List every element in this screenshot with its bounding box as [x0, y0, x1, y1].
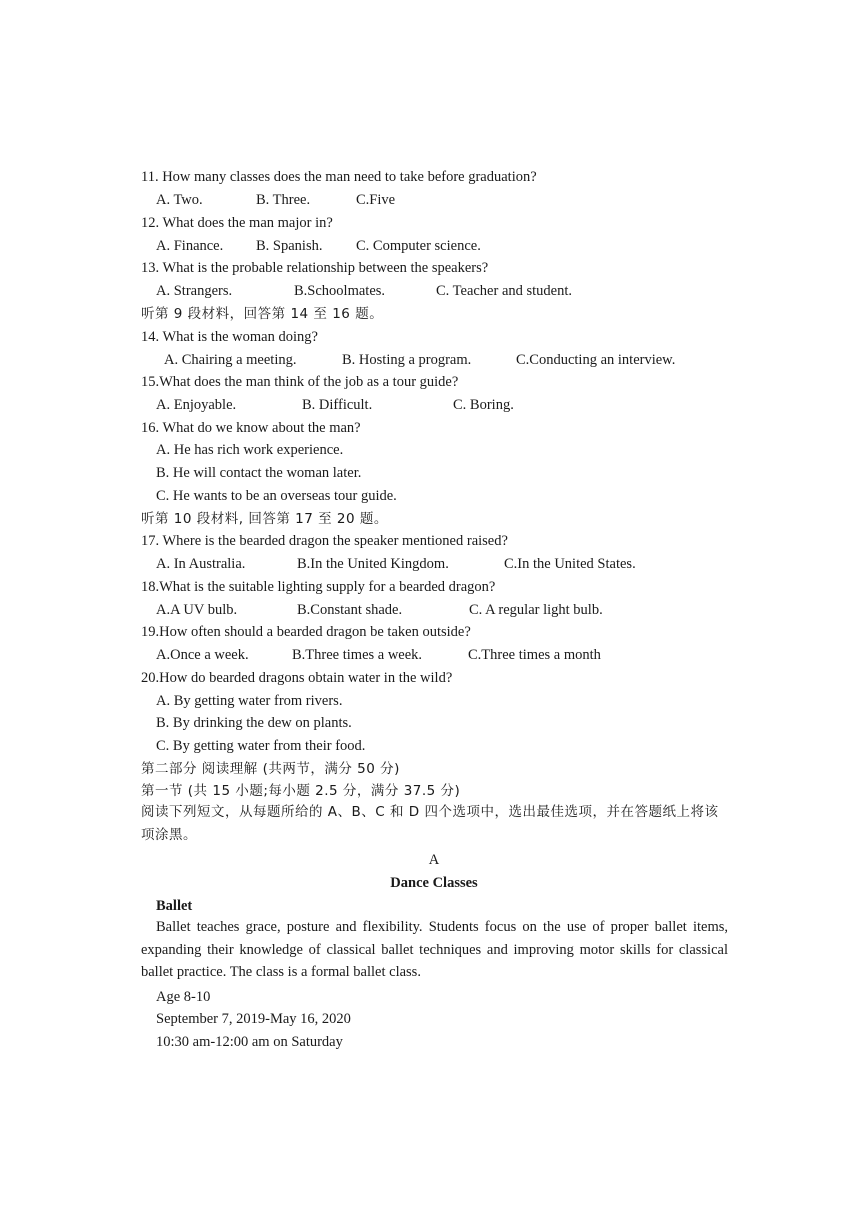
question-20: 20.How do bearded dragons obtain water in the wild? [141, 670, 453, 686]
q17-option-b: B.In the United Kingdom. [297, 556, 449, 572]
q12-option-a: A. Finance. [156, 238, 224, 254]
q15-option-b: B. Difficult. [302, 397, 373, 413]
part2-section1-heading: 第一节 (共 15 小题;每小题 2.5 分，满分 37.5 分) [141, 783, 461, 799]
question-15: 15.What does the man think of the job as a tour guide? [141, 374, 459, 390]
question-11: 11. How many classes does the man need to take before graduation? [141, 169, 537, 185]
q20-option-c: C. By getting water from their food. [156, 738, 366, 754]
q18-option-a: A.A UV bulb. [156, 602, 238, 618]
q17-option-c: C.In the United States. [504, 556, 636, 572]
q14-option-a: A. Chairing a meeting. [164, 352, 297, 368]
question-13: 13. What is the probable relationship between the speakers? [141, 260, 489, 276]
q20-option-a: A. By getting water from rivers. [156, 693, 343, 709]
q14-option-b: B. Hosting a program. [342, 352, 472, 368]
q15-option-a: A. Enjoyable. [156, 397, 237, 413]
part2-instructions: 阅读下列短文，从每题所给的 A、B、C 和 D 四个选项中，选出最佳选项，并在答题纸上将该项涂黑。 [141, 804, 719, 843]
q11-option-a: A. Two. [156, 192, 203, 208]
q20-option-b: B. By drinking the dew on plants. [156, 715, 352, 731]
q11-option-b: B. Three. [256, 192, 311, 208]
q16-option-a: A. He has rich work experience. [156, 442, 344, 458]
passage-title: Dance Classes [390, 875, 478, 891]
q18-option-c: C. A regular light bulb. [469, 602, 603, 618]
question-12: 12. What does the man major in? [141, 215, 333, 231]
q12-option-c: C. Computer science. [356, 238, 481, 254]
q16-option-b: B. He will contact the woman later. [156, 465, 362, 481]
question-17: 17. Where is the bearded dragon the speaker mentioned raised? [141, 533, 508, 549]
q13-option-c: C. Teacher and student. [436, 283, 573, 299]
ballet-age: Age 8-10 [156, 989, 211, 1005]
ballet-description: Ballet teaches grace, posture and flexibility. Students focus on the use of proper ballet items, expanding their knowledge of classical ballet techniques and improving motor skills for classical ballet practice. The class is a formal ballet class. [141, 919, 728, 981]
ballet-time: 10:30 am-12:00 am on Saturday [156, 1034, 343, 1050]
question-14: 14. What is the woman doing? [141, 329, 318, 345]
part2-heading: 第二部分 阅读理解 (共两节，满分 50 分) [141, 761, 400, 777]
q12-option-b: B. Spanish. [256, 238, 323, 254]
q18-option-b: B.Constant shade. [297, 602, 403, 618]
q17-option-a: A. In Australia. [156, 556, 246, 572]
q15-option-c: C. Boring. [453, 397, 514, 413]
q19-option-b: B.Three times a week. [292, 647, 423, 663]
q11-option-c: C.Five [356, 192, 396, 208]
question-18: 18.What is the suitable lighting supply for a bearded dragon? [141, 579, 496, 595]
q16-option-c: C. He wants to be an overseas tour guide. [156, 488, 397, 504]
ballet-subheading: Ballet [156, 898, 193, 914]
passage-letter: A [428, 852, 440, 868]
section-9-instruction: 听第 9 段材料，回答第 14 至 16 题。 [141, 306, 384, 322]
q13-option-a: A. Strangers. [156, 283, 233, 299]
q19-option-a: A.Once a week. [156, 647, 249, 663]
q14-option-c: C.Conducting an interview. [516, 352, 676, 368]
q13-option-b: B.Schoolmates. [294, 283, 386, 299]
q19-option-c: C.Three times a month [468, 647, 601, 663]
section-10-instruction: 听第 10 段材料, 回答第 17 至 20 题。 [141, 511, 388, 527]
question-16: 16. What do we know about the man? [141, 420, 361, 436]
ballet-dates: September 7, 2019-May 16, 2020 [156, 1011, 351, 1027]
question-19: 19.How often should a bearded dragon be taken outside? [141, 624, 471, 640]
